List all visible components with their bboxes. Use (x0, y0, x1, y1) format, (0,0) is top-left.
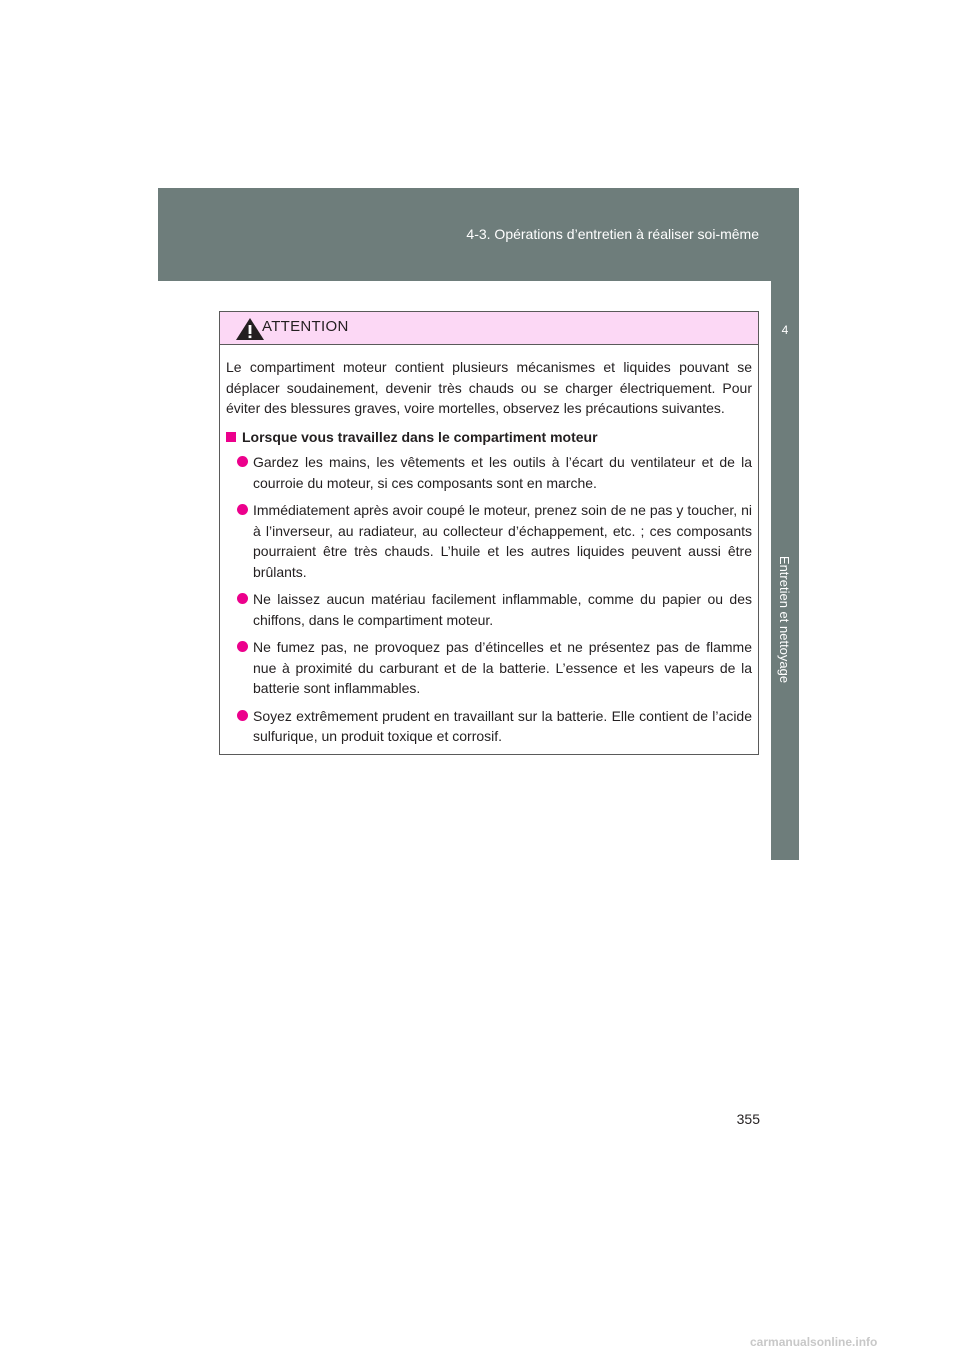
list-item-text: Soyez extrêmement prudent en travaillant sur la batterie. Elle contient de l’acide sulfurique, un produit toxique et corrosif. (253, 707, 752, 744)
round-bullet-icon (237, 504, 248, 515)
list-item (226, 706, 752, 747)
precaution-list (226, 452, 752, 747)
list-item (226, 500, 752, 582)
warning-header (220, 312, 758, 345)
round-bullet-icon (237, 641, 248, 652)
list-item-text: Immédiatement après avoir coupé le moteur, prenez soin de ne pas y toucher, ni à l’inverseur, au radiateur, au collecteur d’échappement, etc. ; ces composants pourraient être très chauds. L’huile et les autres liquides peuvent aussi être brûlants. (253, 502, 752, 580)
list-item-text: Ne fumez pas, ne provoquez pas d’étincelles et ne présentez pas de flamme nue à proximité du carburant et de la batterie. L’essence et les vapeurs de la batterie sont inflammables. (253, 639, 752, 696)
warning-label: ATTENTION (262, 318, 349, 335)
warning-subheading (226, 427, 752, 448)
list-item (226, 637, 752, 699)
chapter-number: 4 (781, 322, 789, 337)
list-item (226, 589, 752, 630)
warning-triangle-icon (235, 317, 265, 341)
page-number: 355 (736, 1111, 760, 1127)
round-bullet-icon (237, 456, 248, 467)
warning-box (219, 311, 759, 755)
chapter-tab (771, 281, 799, 378)
warning-body (220, 345, 758, 747)
chapter-title-container (771, 378, 799, 860)
list-item-text: Ne laissez aucun matériau facilement inflammable, comme du papier ou des chiffons, dans le compartiment moteur. (253, 591, 752, 628)
watermark[interactable]: carmanualsonline.info (750, 1335, 878, 1349)
header-band (158, 188, 799, 281)
chapter-title: Entretien et nettoyage (777, 555, 793, 683)
list-item (226, 452, 752, 493)
subheading-text: Lorsque vous travaillez dans le compartiment moteur (242, 428, 598, 445)
warning-intro: Le compartiment moteur contient plusieurs mécanismes et liquides pouvant se déplacer soudainement, devenir très chauds ou se charger électriquement. Pour éviter des blessures graves, voire mortelles, observez les précautions suivantes. (226, 359, 752, 416)
list-item-text: Gardez les mains, les vêtements et les outils à l’écart du ventilateur et de la courroie du moteur, si ces composants sont en marche. (253, 454, 752, 491)
square-bullet-icon (226, 432, 236, 442)
round-bullet-icon (237, 593, 248, 604)
section-title: 4-3. Opérations d’entretien à réaliser soi-même (466, 226, 759, 242)
round-bullet-icon (237, 710, 248, 721)
